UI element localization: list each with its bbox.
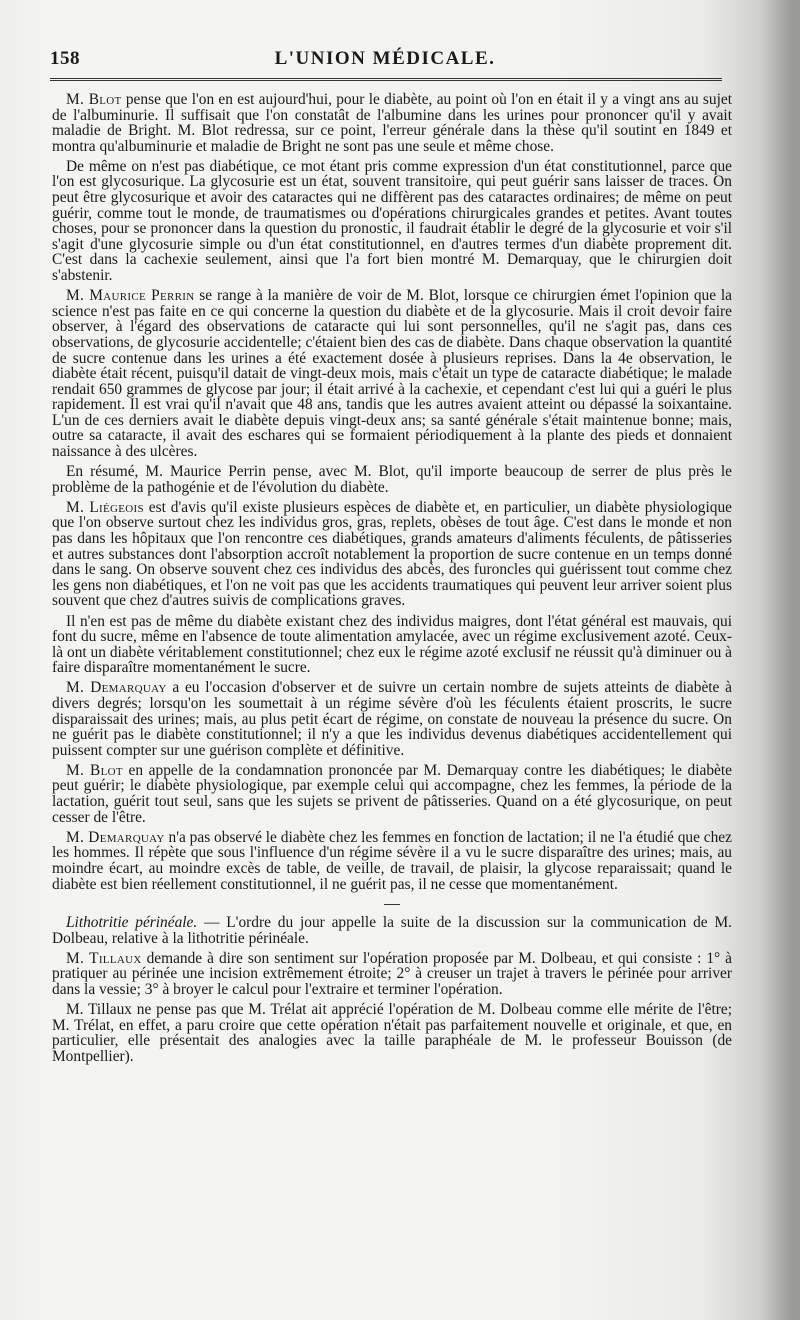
header-rule	[50, 78, 722, 81]
paragraph: M. Tillaux ne pense pas que M. Trélat ait apprécié l'opération de M. Dolbeau comme elle mérite de l'être; M. Trélat, en effet, a paru croire que cette opération n'était pas parfaitement nouvelle et originale, et que, en particulier, elle présentait des analogies avec la taille paraphéale de M. le professeur Bouisson (de Montpellier).	[52, 1001, 732, 1065]
speaker-name: M. Blot	[66, 761, 123, 779]
section-heading: Lithotritie périnéale.	[66, 914, 198, 932]
speaker-name: M. Demarquay	[66, 679, 167, 697]
speaker-name: M. Liégeois	[66, 498, 144, 516]
speaker-name: M. Tillaux	[66, 949, 142, 967]
speaker-name: M. Demarquay	[66, 828, 165, 846]
speaker-name: M. Maurice Perrin	[66, 287, 195, 305]
paragraph: M. Tillaux demande à dire son sentiment sur l'opération proposée par M. Dolbeau, et qui consiste : 1° à pratiquer au périnée une incision extrêmement étroite; 2° à creuser un trajet à travers le périnée pour arriver dans la vessie; 3° à broyer le calcul pour l'extraire et terminer l'opération.	[52, 949, 733, 998]
speaker-name: M. Blot	[66, 91, 122, 108]
page-number: 158	[50, 48, 80, 69]
paragraph: M. Demarquay a eu l'occasion d'observer et de suivre un certain nombre de sujets atteints de diabète à divers degrés; lorsqu'on les soumettait à un régime sévère d'où les féculents étaient proscrits, le sucre disparaissait des urines; mais, au plus petit écart de régime, on constate de nouveau la présence du sucre. On ne guérit pas le diabète constitutionnel; il n'y a que les individus devenus diabétiques accidentellement qui puissent compter sur une guérison complète et définitive.	[52, 679, 732, 759]
paragraph: M. Liégeois est d'avis qu'il existe plusieurs espèces de diabète et, en particulier, un diabète physiologique que l'on observe surtout chez les individus gros, gras, replets, obèses de tout âge. C'est dans le monde et non pas dans les hôpitaux que l'on rencontre ces diabétiques, grands amateurs d'aliments féculents, de pâtisseries et autres substances dont l'absorption accroît notablement la proportion de sucre contenue en un temps donné dans le sang. On observe souvent chez ces individus des abcès, des furoncles qui guérissent tout comme chez les gens non diabétiques, et l'on ne voit pas que les accidents traumatiques qui peuvent leur arriver soient plus souvent que chez d'autres suivis de complications graves.	[52, 498, 732, 610]
paragraph: M. Maurice Perrin se range à la manière de voir de M. Blot, lorsque ce chirurgien émet l'opinion que la science n'est pas faite en ce qui concerne la question du diabète et de la glycosurie. Mais il croit devoir faire observer, à l'égard des observations de cataracte qui lui sont personnelles, qu'il ne s'agit pas, dans ces observations, de glycosurie accidentelle; c'étaient bien des cas de diabète. Dans chaque observation la quantité de sucre contenue dans les urines a été exactement dosée à plusieurs reprises. Dans la 4e observation, le diabète était récent, puisqu'il datait de vingt-deux mois, mais c'était un type de cataracte diabétique; le malade rendait 650 grammes de glycose par jour; il était arrivé à la cachexie, et cependant c'est lui qui a guéri le plus rapidement. Il est vrai qu'il n'avait que 48 ans, tandis que les autres avaient atteint ou dépassé la soixantaine. L'un de ces derniers avait le diabète depuis vingt-deux ans; sa santé générale s'était maintenue bonne; mais, outre sa cataracte, il avait des eschares qui se formaient périodiquement à la plante des pieds et donnaient naissance à des ulcères.	[52, 287, 733, 461]
page-header	[50, 44, 720, 74]
paragraph: M. Blot pense que l'on en est aujourd'hui, pour le diabète, au point où l'on en était il y a vingt ans au sujet de l'albuminurie. Il suffisait que l'on constatât de l'albumine dans les urines pour prononcer qu'il y avait maladie de Bright. M. Blot redressa, sur ce point, l'erreur générale dans la thèse qu'il soutint en 1849 et montra qu'albuminurie et maladie de Bright ne sont pas une seule et même chose.	[52, 91, 732, 155]
paragraph: En résumé, M. Maurice Perrin pense, avec M. Blot, qu'il importe beaucoup de serrer de plus près le problème de la pathogénie et de l'évolution du diabète.	[52, 463, 732, 496]
running-title: L'UNION MÉDICALE.	[274, 48, 496, 69]
section-divider	[384, 904, 400, 905]
body-text	[52, 92, 732, 1069]
paragraph: De même on n'est pas diabétique, ce mot étant pris comme expression d'un état constitutionnel, parce que l'on est glycosurique. La glycosurie est un état, souvent transitoire, qui peut guérir sans laisser de traces. On peut être glycosurique et avoir des cataractes qui ne diffèrent pas des cataractes ordinaires; de même on peut guérir, comme tout le monde, de traumatismes ou d'opérations chirurgicales grandes et petites. Avant toutes choses, pour se prononcer dans la question du pronostic, il faudrait établir le degré de la glycosurie et voir s'il s'agit d'une glycosurie simple ou d'un état constitutionnel, en d'autres termes d'un diabète proprement dit. C'est dans la cachexie seulement, ainsi que l'a fort bien montré M. Demarquay, que le chirurgien doit s'abstenir.	[52, 157, 732, 285]
paragraph: Il n'en est pas de même du diabète existant chez des individus maigres, dont l'état général est mauvais, qui font du sucre, même en l'absence de toute alimentation amylacée, avec un régime exclusivement azoté. Ceux-là ont un diabète véritablement constitutionnel; chez eux le régime azoté exclusif ne réussit qu'à diminuer ou à faire disparaître momentanément le sucre.	[52, 612, 732, 677]
paragraph: M. Blot en appelle de la condamnation prononcée par M. Demarquay contre les diabétiques; le diabète peut guérir; le diabète physiologique, par exemple celui qui accompagne, chez les femmes, la période de la lactation, guérit tout seul, sans que les sujets se privent de pâtisseries. Quand on a été glycosurique, on peut cesser de l'être.	[52, 761, 732, 826]
paragraph: M. Demarquay n'a pas observé le diabète chez les femmes en fonction de lactation; il ne l'a étudié que chez les hommes. Il répète que sous l'influence d'un régime sévère il a vu le sucre disparaître des urines; mais, au moindre écart, au moindre excès de table, de veille, de travail, de plaisir, la glycose reparaissait; quand le diabète est bien réellement constitutionnel, il ne guérit pas, il ne cesse que momentanément.	[52, 828, 732, 893]
paragraph: Lithotritie périnéale. — L'ordre du jour appelle la suite de la discussion sur la communication de M. Dolbeau, relative à la lithotritie périnéale.	[52, 914, 732, 947]
